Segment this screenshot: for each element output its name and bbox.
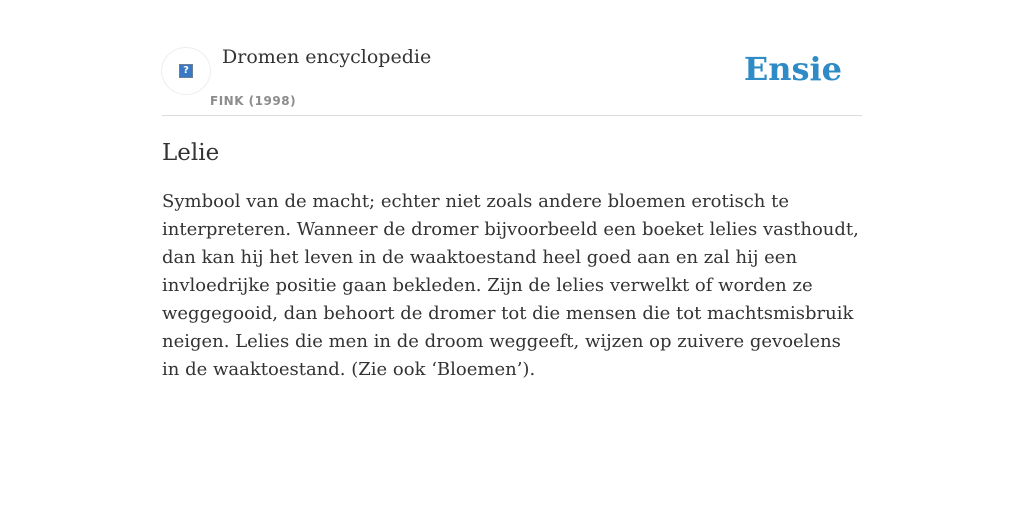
- source-author-year: FINK (1998): [210, 94, 297, 108]
- broken-image-icon: ?: [179, 64, 193, 78]
- entry-card: [162, 40, 862, 384]
- source-thumbnail[interactable]: [162, 48, 210, 94]
- entry-title: Lelie: [162, 140, 220, 166]
- ensie-logo[interactable]: Ensie: [743, 50, 842, 88]
- source-title-link[interactable]: Dromen encyclopedie: [222, 46, 432, 68]
- entry-body: Symbool van de macht; echter niet zoals andere bloemen erotisch te interpreteren. Wanneer de dromer bijvoorbeeld een boeket lelies vasthoudt, dan kan hij het leven in de waaktoestand heel goed aan en zal hij een invloedrijke positie gaan bekleden. Zijn de lelies verwelkt of worden ze weggegooid, dan behoort de dromer tot die mensen die tot machtsmisbruik neigen. Lelies die men in de droom weggeeft, wijzen op zuivere gevoelens in de waaktoestand. (Zie ook ‘Bloemen’).: [162, 191, 859, 380]
- entry-header: [162, 40, 862, 116]
